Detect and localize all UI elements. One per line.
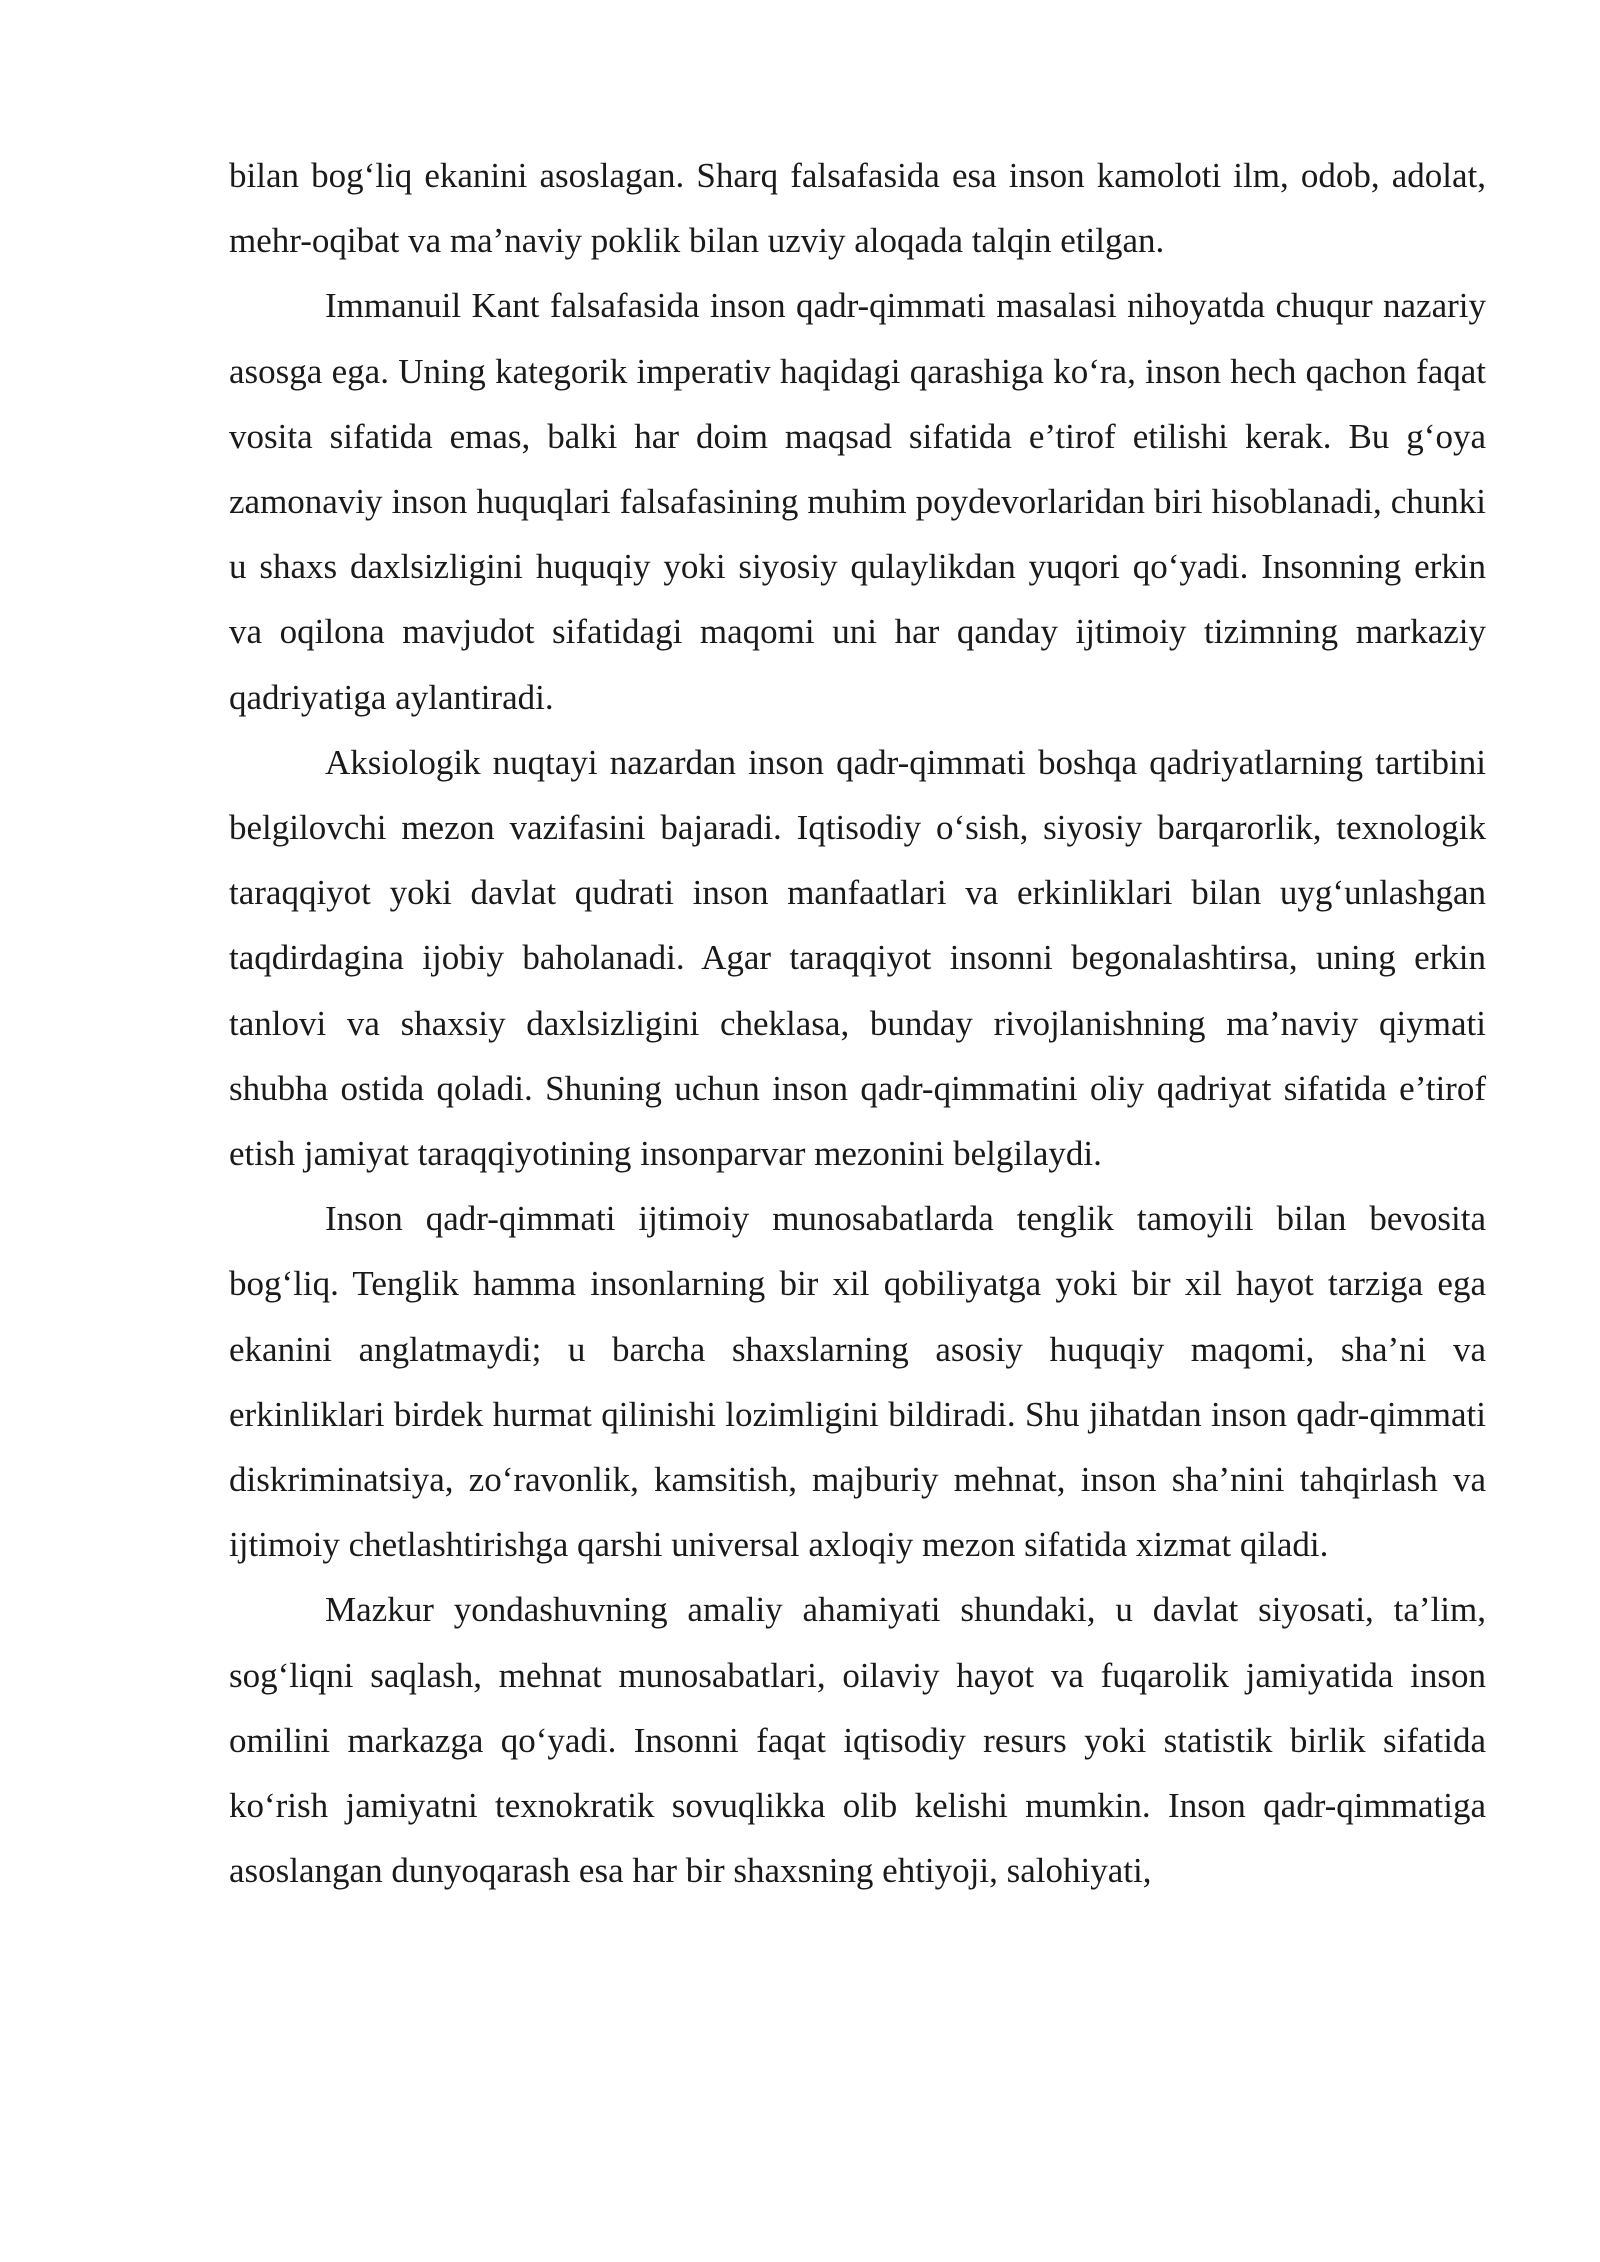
- paragraph-axiology: Aksiologik nuqtayi nazardan inson qadr-qimmati boshqa qadriyatlarning tartibini belgilovchi mezon vazifasini bajaradi. Iqtisodiy o‘sish, siyosiy barqarorlik, texnologik taraqqiyot yoki davlat qudrati inson manfaatlari va erkinliklari bilan uyg‘unlashgan taqdirdagina ijobiy baholanadi. Agar taraqqiyot insonni begonalashtirsa, uning erkin tanlovi va shaxsiy daxlsizligini cheklasa, bunday rivojlanishning ma’naviy qiymati shubha ostida qoladi. Shuning uchun inson qadr-qimmatini oliy qadriyat sifatida e’tirof etish jamiyat taraqqiyotining insonparvar mezonini belgilaydi.: [229, 742, 1486, 1174]
- paragraph-equality: Inson qadr-qimmati ijtimoiy munosabatlarda tenglik tamoyili bilan bevosita bog‘liq. Tenglik hamma insonlarning bir xil qobiliyatga yoki bir xil hayot tarziga ega ekanini anglatmaydi; u barcha shaxslarning asosiy huquqiy maqomi, sha’ni va erkinliklari birdek hurmat qilinishi lozimligini bildiradi. Shu jihatdan inson qadr-qimmati diskriminatsiya, zo‘ravonlik, kamsitish, majburiy mehnat, inson sha’nini tahqirlash va ijtimoiy chetlashtirishga qarshi universal axloqiy mezon sifatida xizmat qiladi.: [229, 1199, 1486, 1565]
- paragraph-practical-significance: Mazkur yondashuvning amaliy ahamiyati shundaki, u davlat siyosati, ta’lim, sog‘liqni saqlash, mehnat munosabatlari, oilaviy hayot va fuqarolik jamiyatida inson omilini markazga qo‘yadi. Insonni faqat iqtisodiy resurs yoki statistik birlik sifatida ko‘rish jamiyatni texnokratik sovuqlikka olib kelishi mumkin. Inson qadr-qimmatiga asoslangan dunyoqarash esa har bir shaxsning ehtiyoji, salohiyati,: [229, 1590, 1486, 1891]
- paragraph-continuation: bilan bog‘liq ekanini asoslagan. Sharq falsafasida esa inson kamoloti ilm, odob, adolat, mehr-oqibat va ma’naviy poklik bilan uzviy aloqada talqin etilgan.: [229, 156, 1486, 261]
- document-page: [229, 143, 1486, 1903]
- paragraph-kant: Immanuil Kant falsafasida inson qadr-qimmati masalasi nihoyatda chuqur nazariy asosga ega. Uning kategorik imperativ haqidagi qarashiga ko‘ra, inson hech qachon faqat vosita sifatida emas, balki har doim maqsad sifatida e’tirof etilishi kerak. Bu g‘oya zamonaviy inson huquqlari falsafasining muhim poydevorlaridan biri hisoblanadi, chunki u shaxs daxlsizligini huquqiy yoki siyosiy qulaylikdan yuqori qo‘yadi. Insonning erkin va oqilona mavjudot sifatidagi maqomi uni har qanday ijtimoiy tizimning markaziy qadriyatiga aylantiradi.: [229, 286, 1486, 717]
